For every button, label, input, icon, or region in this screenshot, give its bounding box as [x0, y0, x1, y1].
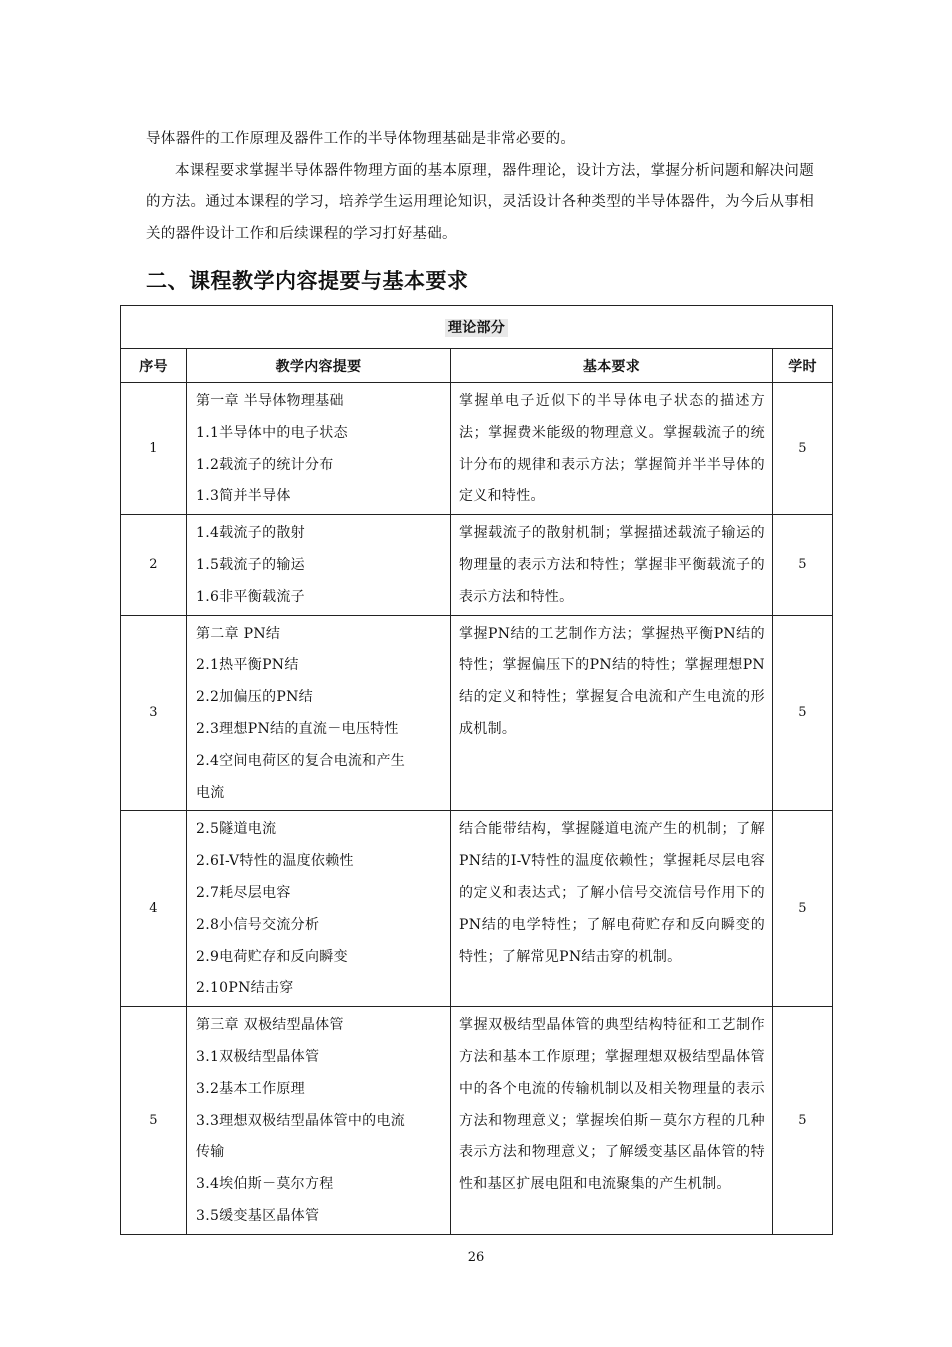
row-hours: 5	[773, 515, 833, 615]
row-requirement: 掌握双极结型晶体管的典型结构特征和工艺制作方法和基本工作原理；掌握理想双极结型晶体管中的各个电流的传输机制以及相关物理量的表示方法和物理意义；掌握埃伯斯－莫尔方程的几种表示方法和物理意义；了解缓变基区晶体管的特性和基区扩展电阻和电流聚集的产生机制。	[451, 1007, 773, 1235]
content-line: 1.6非平衡载流子	[196, 588, 305, 605]
content-line: 2.1热平衡PN结	[196, 657, 299, 674]
row-requirement: 掌握单电子近似下的半导体电子状态的描述方法；掌握费米能级的物理意义。掌握载流子的统计分布的规律和表示方法；掌握简并半半导体的定义和特性。	[451, 383, 773, 515]
content-line: 3.5缓变基区晶体管	[196, 1207, 320, 1224]
intro-paragraph-1: 导体器件的工作原理及器件工作的半导体物理基础是非常必要的。	[146, 131, 576, 147]
row-hours: 5	[773, 615, 833, 811]
section-heading: 二、课程教学内容提要与基本要求	[146, 269, 469, 293]
syllabus-table	[120, 305, 833, 1235]
table-title-text: 理论部分	[445, 319, 508, 337]
intro-paragraph-2: 本课程要求掌握半导体器件物理方面的基本原理，器件理论，设计方法，掌握分析问题和解决问题的方法。通过本课程的学习，培养学生运用理论知识，灵活设计各种类型的半导体器件，为今后从事相关的器件设计工作和后续课程的学习打好基础。	[146, 162, 814, 242]
row-requirement: 结合能带结构，掌握隧道电流产生的机制；了解PN结的I-V特性的温度依赖性；掌握耗尽层电容的定义和表达式；了解小信号交流信号作用下的PN结的电学特性；了解电荷贮存和反向瞬变的特性；了解常见PN结击穿的机制。	[451, 811, 773, 1007]
content-line: 1.2载流子的统计分布	[196, 456, 334, 473]
page-number: 26	[467, 1250, 485, 1265]
row-number: 1	[121, 383, 187, 515]
content-line: 2.4空间电荷区的复合电流和产生	[196, 752, 406, 769]
row-requirement: 掌握载流子的散射机制；掌握描述载流子输运的物理量的表示方法和特性；掌握非平衡载流子的表示方法和特性。	[451, 515, 773, 615]
content-line: 3.1双极结型晶体管	[196, 1048, 320, 1065]
content-line: 3.2基本工作原理	[196, 1080, 305, 1097]
row-content	[187, 811, 451, 1007]
row-requirement: 掌握PN结的工艺制作方法；掌握热平衡PN结的特性；掌握偏压下的PN结的特性；掌握理想PN结的定义和特性；掌握复合电流和产生电流的形成机制。	[451, 615, 773, 811]
content-line: 2.3理想PN结的直流－电压特性	[196, 720, 399, 737]
content-line: 2.7耗尽层电容	[196, 884, 291, 901]
content-line: 2.2加偏压的PN结	[196, 689, 313, 706]
intro-text	[146, 124, 814, 250]
content-line: 3.3理想双极结型晶体管中的电流	[196, 1112, 406, 1129]
content-line: 第一章 半导体物理基础	[196, 393, 344, 409]
table-title	[121, 306, 833, 349]
row-number: 5	[121, 1007, 187, 1235]
content-line: 2.5隧道电流	[196, 821, 277, 838]
row-hours: 5	[773, 811, 833, 1007]
content-line: 传输	[196, 1144, 225, 1161]
table-row	[121, 615, 833, 811]
row-number: 2	[121, 515, 187, 615]
content-line: 2.10PN结击穿	[196, 980, 294, 997]
content-line: 第三章 双极结型晶体管	[196, 1017, 344, 1034]
header-hours: 学时	[773, 349, 833, 383]
header-num: 序号	[121, 349, 187, 383]
table-row	[121, 383, 833, 515]
row-content	[187, 615, 451, 811]
content-line: 第二章 PN结	[196, 625, 281, 642]
row-content	[187, 515, 451, 615]
row-content	[187, 1007, 451, 1235]
content-line: 1.1半导体中的电子状态	[196, 424, 348, 441]
row-number: 4	[121, 811, 187, 1007]
content-line: 2.6I-V特性的温度依赖性	[196, 853, 354, 870]
content-line: 1.3简并半导体	[196, 488, 291, 505]
content-line: 2.9电荷贮存和反向瞬变	[196, 948, 348, 965]
row-content	[187, 383, 451, 515]
table-row	[121, 515, 833, 615]
content-line: 1.4载流子的散射	[196, 525, 305, 542]
header-requirement: 基本要求	[451, 349, 773, 383]
row-hours: 5	[773, 1007, 833, 1235]
row-hours: 5	[773, 383, 833, 515]
table-header-row	[121, 349, 833, 383]
content-line: 1.5载流子的输运	[196, 556, 305, 573]
table-row	[121, 811, 833, 1007]
content-line: 3.4埃伯斯－莫尔方程	[196, 1176, 334, 1193]
content-line: 2.8小信号交流分析	[196, 916, 320, 933]
table-row	[121, 1007, 833, 1235]
content-line: 电流	[196, 784, 225, 801]
row-number: 3	[121, 615, 187, 811]
header-content: 教学内容提要	[187, 349, 451, 383]
